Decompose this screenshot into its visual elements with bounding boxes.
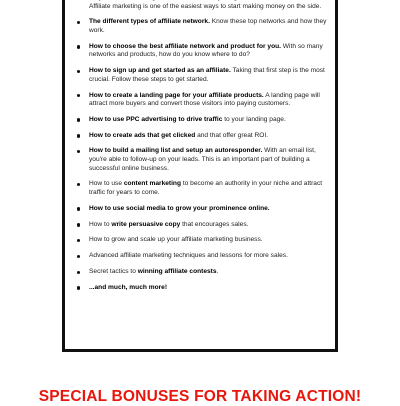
bonus-heading: SPECIAL BONUSES FOR TAKING ACTION! [38,388,362,405]
list-item: How to use PPC advertising to drive traffic to your landing page. [75,116,327,125]
bullet-icon [77,271,80,274]
list-item: How to write persuasive copy that encourages sales. [75,221,327,230]
feature-list-box [62,0,338,352]
bullet-icon [77,207,80,210]
list-item: How to create ads that get clicked and that offer great ROI. [75,132,327,141]
list-item: How to create a landing page for your affiliate products. A landing page will attract more buyers and convert those visitors into paying customers. [75,92,327,109]
list-item: Advanced affiliate marketing techniques and lessons for more sales. [75,252,327,261]
bullet-icon [77,239,80,242]
list-item: How to use social media to grow your prominence online. [75,205,327,214]
bullet-icon [77,150,80,153]
list-item: Affiliate marketing is one of the easiest ways to start making money on the side. [89,2,322,10]
list-item: How to sign up and get started as an affiliate. Taking that first step is the most crucial. Follow these steps to get started. [75,67,327,84]
list-item: How to build a mailing list and setup an autoresponder. With an email list, you're able to follow-up on your leads. This is an important part of building a successful online business. [75,147,327,173]
list-item: How to choose the best affiliate network and product for you. With so many networks and products, how do you know where to do? [75,43,327,60]
bullet-icon [77,223,80,226]
bullet-icon [77,183,80,186]
bullet-icon [77,134,80,137]
bullet-icon [77,21,80,24]
list-item: Secret tactics to winning affiliate contests. [75,268,327,277]
bullet-icon [77,118,80,121]
bullet-icon [77,286,80,289]
list-item: The different types of affiliate network. Know these top networks and how they work. [75,18,327,35]
bullet-icon [77,70,80,73]
list-item: How to grow and scale up your affiliate marketing business. [75,236,327,245]
list-item: ...and much, much more! [75,284,327,293]
bullet-icon [77,94,80,97]
bullet-icon [77,45,80,48]
list-item: How to use content marketing to become an authority in your niche and attract traffic for years to come. [75,180,327,197]
bullet-icon [77,255,80,258]
feature-list [75,0,327,299]
